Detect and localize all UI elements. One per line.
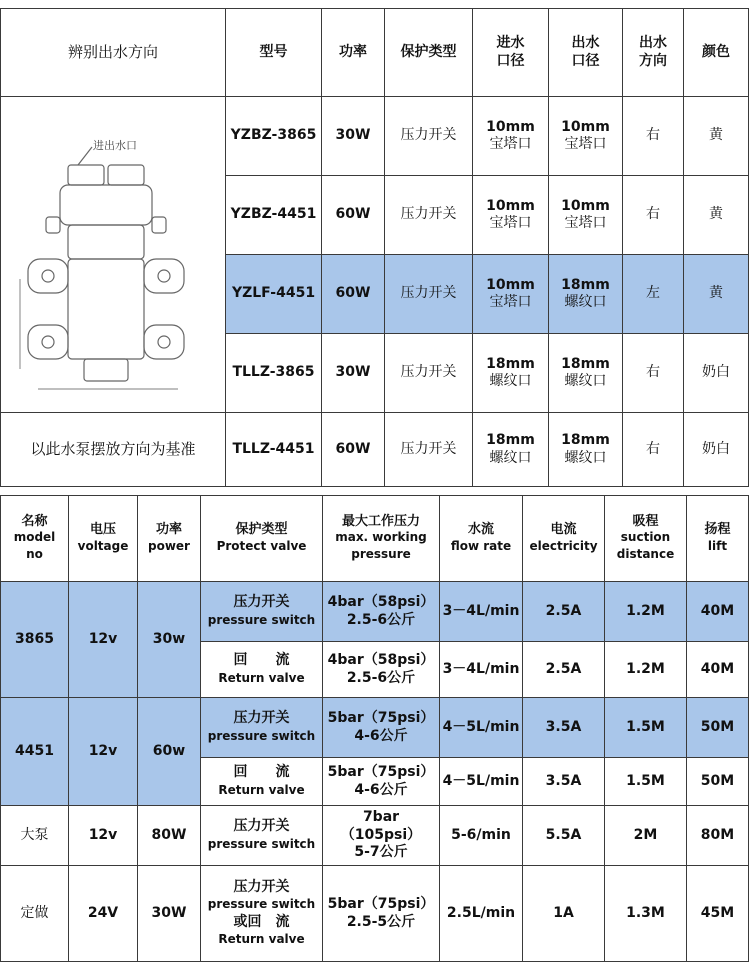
header-flow: 水流 flow rate: [440, 496, 523, 582]
group-name: 4451: [1, 698, 69, 806]
inlet-cell: 10mm 宝塔口: [473, 255, 549, 334]
inlet-cell: 18mm 螺纹口: [473, 334, 549, 413]
lift-cell: 50M: [687, 698, 749, 758]
header-voltage: 电压 voltage: [69, 496, 138, 582]
group-name: 定做: [1, 866, 69, 962]
power-cell: 60W: [322, 255, 385, 334]
model-cell: YZLF-4451: [226, 255, 322, 334]
suction-cell: 1.2M: [605, 582, 687, 642]
protect-cell: 压力开关: [385, 176, 473, 255]
group-power: 80W: [138, 806, 201, 866]
lift-cell: 40M: [687, 642, 749, 698]
model-cell: YZBZ-3865: [226, 97, 322, 176]
header-protect-type: 保护类型: [385, 9, 473, 97]
protect-cell: 压力开关: [385, 413, 473, 487]
group-name: 大泵: [1, 806, 69, 866]
spec-header-row: [1, 496, 749, 582]
header-color: 颜色: [684, 9, 749, 97]
group-power: 60w: [138, 698, 201, 806]
header-suction: 吸程 suction distance: [605, 496, 687, 582]
color-cell: 黄: [684, 255, 749, 334]
group-voltage: 24V: [69, 866, 138, 962]
header-direction: 出水 方向: [623, 9, 684, 97]
suction-cell: 2M: [605, 806, 687, 866]
inlet-outlet-label: 进出水口: [93, 138, 137, 152]
identify-direction-label: 辨别出水方向: [1, 9, 226, 97]
direction-cell: 右: [623, 413, 684, 487]
flow-cell: 2.5L/min: [440, 866, 523, 962]
power-cell: 60W: [322, 176, 385, 255]
suction-cell: 1.2M: [605, 642, 687, 698]
protect-cell: 回 流 Return valve: [201, 758, 323, 806]
current-cell: 2.5A: [523, 642, 605, 698]
direction-cell: 右: [623, 334, 684, 413]
protect-cell: 压力开关: [385, 334, 473, 413]
flow-cell: 4－5L/min: [440, 758, 523, 806]
protect-cell: 压力开关 pressure switch: [201, 806, 323, 866]
current-cell: 2.5A: [523, 582, 605, 642]
header-inlet: 进水 口径: [473, 9, 549, 97]
table-row: [1, 97, 749, 176]
header-current: 电流 electricity: [523, 496, 605, 582]
group-power: 30w: [138, 582, 201, 698]
group-voltage: 12v: [69, 582, 138, 698]
lift-cell: 45M: [687, 866, 749, 962]
pump-image-cell: [1, 97, 226, 413]
protect-cell: 回 流 Return valve: [201, 642, 323, 698]
flow-cell: 3－4L/min: [440, 642, 523, 698]
pressure-cell: 4bar（58psi） 2.5-6公斤: [323, 642, 440, 698]
lift-cell: 40M: [687, 582, 749, 642]
group-power: 30W: [138, 866, 201, 962]
outlet-cell: 18mm 螺纹口: [549, 334, 623, 413]
protect-cell: 压力开关 pressure switch: [201, 582, 323, 642]
pump-drawing: [8, 109, 218, 401]
flow-cell: 5-6/min: [440, 806, 523, 866]
group-name: 3865: [1, 582, 69, 698]
spec-table: [0, 495, 749, 962]
current-cell: 5.5A: [523, 806, 605, 866]
protect-cell: 压力开关 pressure switch 或回 流 Return valve: [201, 866, 323, 962]
header-pressure: 最大工作压力 max. working pressure: [323, 496, 440, 582]
header-name: 名称 model no: [1, 496, 69, 582]
table-header-row: [1, 9, 749, 97]
model-direction-table: [0, 8, 749, 487]
header-lift: 扬程 lift: [687, 496, 749, 582]
outlet-cell: 18mm 螺纹口: [549, 255, 623, 334]
spec-row: [1, 582, 749, 642]
header-outlet: 出水 口径: [549, 9, 623, 97]
group-voltage: 12v: [69, 806, 138, 866]
model-cell: TLLZ-4451: [226, 413, 322, 487]
current-cell: 3.5A: [523, 758, 605, 806]
flow-cell: 4－5L/min: [440, 698, 523, 758]
spec-row: [1, 806, 749, 866]
color-cell: 奶白: [684, 334, 749, 413]
pump-diagram: [8, 109, 218, 401]
outlet-cell: 10mm 宝塔口: [549, 97, 623, 176]
suction-cell: 1.3M: [605, 866, 687, 962]
pressure-cell: 7bar（105psi） 5-7公斤: [323, 806, 440, 866]
color-cell: 黄: [684, 97, 749, 176]
power-cell: 30W: [322, 334, 385, 413]
spec-row: [1, 866, 749, 962]
protect-cell: 压力开关: [385, 255, 473, 334]
protect-cell: 压力开关 pressure switch: [201, 698, 323, 758]
header-model: 型号: [226, 9, 322, 97]
color-cell: 奶白: [684, 413, 749, 487]
inlet-cell: 10mm 宝塔口: [473, 176, 549, 255]
direction-cell: 左: [623, 255, 684, 334]
color-cell: 黄: [684, 176, 749, 255]
inlet-cell: 18mm 螺纹口: [473, 413, 549, 487]
pressure-cell: 5bar（75psi） 4-6公斤: [323, 698, 440, 758]
inlet-cell: 10mm 宝塔口: [473, 97, 549, 176]
current-cell: 1A: [523, 866, 605, 962]
header-power: 功率 power: [138, 496, 201, 582]
model-cell: TLLZ-3865: [226, 334, 322, 413]
protect-cell: 压力开关: [385, 97, 473, 176]
outlet-cell: 18mm 螺纹口: [549, 413, 623, 487]
table-row: [1, 413, 749, 487]
pressure-cell: 5bar（75psi） 2.5-5公斤: [323, 866, 440, 962]
outlet-cell: 10mm 宝塔口: [549, 176, 623, 255]
lift-cell: 50M: [687, 758, 749, 806]
flow-cell: 3－4L/min: [440, 582, 523, 642]
header-protect: 保护类型 Protect valve: [201, 496, 323, 582]
power-cell: 30W: [322, 97, 385, 176]
suction-cell: 1.5M: [605, 698, 687, 758]
group-voltage: 12v: [69, 698, 138, 806]
power-cell: 60W: [322, 413, 385, 487]
header-power: 功率: [322, 9, 385, 97]
direction-cell: 右: [623, 176, 684, 255]
base-orientation-label: 以此水泵摆放方向为基准: [1, 413, 226, 487]
current-cell: 3.5A: [523, 698, 605, 758]
direction-cell: 右: [623, 97, 684, 176]
suction-cell: 1.5M: [605, 758, 687, 806]
model-cell: YZBZ-4451: [226, 176, 322, 255]
lift-cell: 80M: [687, 806, 749, 866]
spec-row: [1, 698, 749, 758]
pressure-cell: 4bar（58psi） 2.5-6公斤: [323, 582, 440, 642]
pressure-cell: 5bar（75psi） 4-6公斤: [323, 758, 440, 806]
